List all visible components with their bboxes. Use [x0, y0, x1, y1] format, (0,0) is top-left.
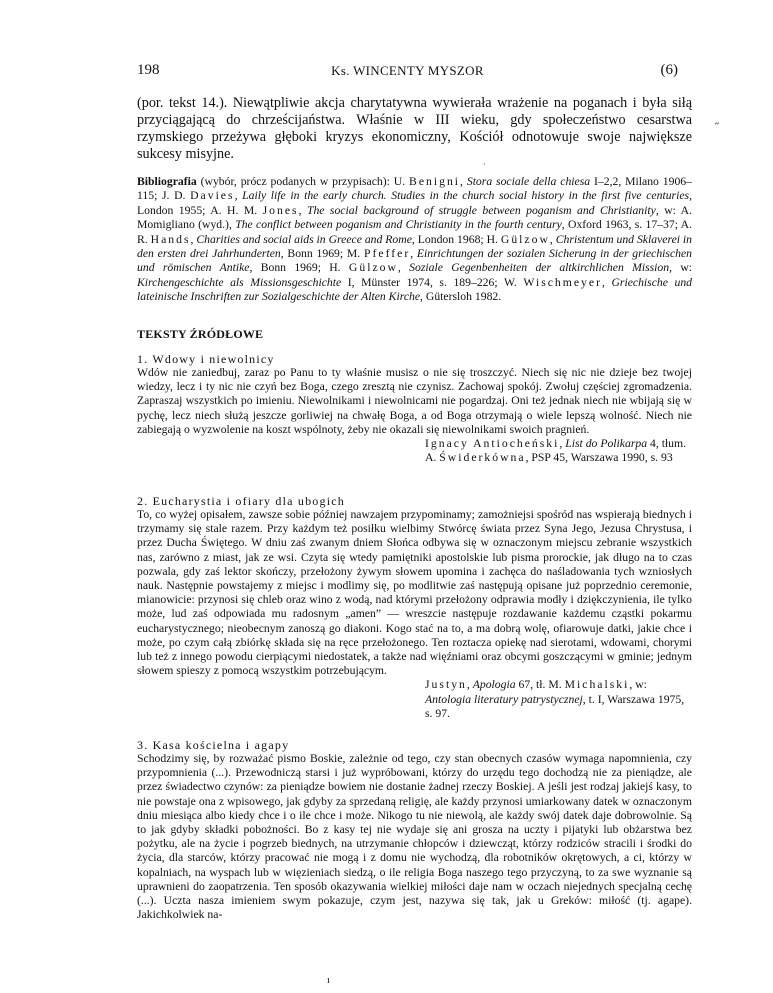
source-1-title: 1. Wdowy i niewolnicy: [137, 352, 275, 366]
text-run: I, Münster 1974, s. 189–226; W.: [341, 275, 524, 289]
italic-title: Charities and social aids in Greece and Rome: [196, 232, 412, 246]
text-run: , PSP 45, Warszawa 1990, s. 93: [525, 451, 673, 465]
source-2-title: 2. Eucharystia i ofiary dla ubogich: [137, 494, 345, 508]
source-2-text: To, co wyżej opisałem, zawsze sobie później nawzajem przypominamy; zamożniejsi spośród nas wspierają biednych i trzymamy się stale razem. Przy każdym też posiłku wielbimy Stwórcę świata przez Syna Jego, Jezusa Chrystusa, i przez Ducha Świętego. W dniu zaś zwanym dniem Słońca odbywa się w oznaczonym miejscu zebranie wszystkich nas, zarówno z miast, jak ze wsi. Czyta się wtedy pamiętniki apostolskie lub pisma prorockie, jak długo na to czas pozwala, gdy zaś lektor skończy, przełożony żywym słowem upomina i zachęca do naśladowania tych wzniosłych nauk. Następnie powstajemy z miejsc i modlimy się, po modlitwie zaś następują opisane już poprzednio ceremonie, mianowicie: przynosi się chleb oraz wino z wodą, nad którymi przełożony odprawia modły i dziękczynienia, ile tylko może, lud zaś odpowiada mu radosnym „amen” — wreszcie następuje rozdawanie każdemu cząstki pokarmu eucharystycznego; nieobecnym zanoszą go diakoni. Kogo stać na to, a ma dobrą wolę, ofiarowuje datki, jakie chce i może, po czym całą zbiórkę składa się na ręce przełożonego. Ten roztacza opiekę nad sierotami, wdowami, chorymi lub też z innego powodu cierpiącymi niedostatek, a także nad więźniami oraz obcymi goszczącymi w gminie; jednym słowem spieszy z pomocą wszystkim potrzebującym.: [137, 508, 692, 678]
text-run: ,: [601, 275, 612, 289]
separator-dot: ·: [483, 160, 486, 169]
author-name: Hands: [150, 232, 191, 246]
bibliography-lead: (wybór, prócz podanych w przypisach): U.: [196, 175, 410, 188]
source-3: [137, 738, 692, 922]
text-run: ,: [298, 203, 307, 217]
italic-title: Kirchengeschichte als Missionsgeschichte: [137, 275, 342, 289]
italic-title: Antologia literatury patrystycznej: [425, 692, 583, 706]
text-run: , Bonn 1969; M.: [280, 247, 364, 261]
text-run: , w: A. Momigliano (wyd.),: [137, 203, 693, 232]
source-1-text: Wdów nie zaniedbuj, zaraz po Panu to ty właśnie musisz o nie się troszczyć. Niech się nic nie dzieje bez twojej wiedzy, lecz i ty nic nie czyń bez Boga, czego zresztą nie czynisz. Zachowaj spokój. Zwołuj częściej zgromadzenia. Zapraszaj wszystkich po imieniu. Niewolnikami i niewolnicami nie pogardzaj. Oni też jednak niech nie wbijają się w pychę, lecz niech służą jeszcze gorliwiej na chwałę Boga, a od Boga otrzymają o wiele lepszą wolność. Niech nie zabiegają o wyzwolenie na koszt wspólnoty, żeby nie okazali się niewolnikami swoich pragnień.: [137, 366, 692, 436]
text-run: , Bonn 1969; H.: [249, 261, 349, 275]
source-3-text: Schodzimy się, by rozważać pismo Boskie, zależnie od tego, czy stan obecnych czasów wymaga napomnienia, czy przypomnienia (...). Przewodniczą starsi i już wypróbowani, którzy do urzędu tego dochodzą nie za pieniądze, ale przez świadectwo czynów: za pieniądze bowiem nie dostanie żadnej rzeczy Boskiej. A jeśli jest rodzaj jakiejś kasy, to nie powstaje ona z wpisowego, jak gdyby za sprzedaną religię, ale każdy przynosi umiarkowany datek w oznaczonym dniu miesiąca albo kiedy chce i o ile chce i może. Nikogo tu nie niewolą, ale każdy swój datek daje dobrowolnie. Są to jak gdyby składki pobożności. Bo z kasy tej nie wydaje się ani grosza na uczty i pijatyki lub obżarstwa bez pożytku, ale na życie i pogrzeb biednych, na utrzymanie chłopców i dziewcząt, którzy rodziców stracili i środki do życia, dla starców, którzy pracować nie mogą i z domu nie wychodzą, dla robotników okrętowych, a ci, którzy w kopalniach, na wyspach lub w więzieniach siedzą, o ile religia Boga naszego tego przyczyną, to za swe wyznanie są uprawnieni do zaopatrzenia. Ten sposób okazywania wielkiej miłości daje nam w oczach niejednych specjalną cechę (...). Uczta nasza imieniem swym pokazuje, czym jest, nazywa się tak, jak u Greków: miłość (tj. agape). Jakichkolwiek na-: [137, 752, 692, 922]
text-run: , London 1968; H.: [411, 232, 501, 246]
author-name: Michalski: [564, 678, 630, 692]
text-run: ,: [190, 232, 197, 246]
author-name: Jones: [262, 203, 299, 217]
text-run: , London 1955; A. H. M.: [137, 189, 692, 217]
italic-title: Laily life in the early church. Studies in the church social history in the first five centuries: [242, 189, 690, 203]
text-run: ,: [410, 247, 417, 261]
author-name: Gülzow: [500, 232, 550, 246]
italic-title: List do Polikarpa: [565, 437, 648, 451]
bibliography-label: Bibliografia: [137, 175, 197, 188]
text-run: , t. I, Warszawa 1975, s. 97.: [425, 692, 685, 720]
source-1-citation: [425, 437, 692, 465]
section-number: (6): [660, 62, 678, 78]
text-run: , Oxford 1963, s. 17–37; A. R.: [137, 218, 692, 246]
text-run: ,: [397, 261, 410, 275]
author-name: Justyn: [425, 678, 467, 692]
italic-title: The conflict between poganism and Christianity in the fourth century: [235, 218, 562, 232]
author-name: Świderkówna: [439, 451, 526, 465]
text-run: ,: [549, 232, 556, 246]
bibliography-body: [137, 175, 692, 303]
author-name: Benigni: [409, 175, 461, 188]
margin-mark: ˝: [715, 120, 719, 134]
author-name: Gülzow: [348, 261, 398, 275]
author-name: Wischmeyer: [523, 275, 602, 289]
text-run: , w:: [669, 261, 693, 275]
sources-heading: TEKSTY ŹRÓDŁOWE: [137, 327, 264, 341]
running-title: Ks. WINCENTY MYSZOR: [331, 63, 484, 78]
running-header: [137, 62, 678, 82]
author-name: Davies: [190, 189, 235, 203]
italic-title: Soziale Gegenbenheiten der altkirchlichen Mission: [409, 261, 670, 275]
source-2: [137, 494, 692, 721]
text-run: I–2,2, Milano 1906–115; J. D.: [137, 175, 692, 203]
italic-title: Stora sociale della chiesa: [466, 175, 591, 188]
italic-title: Apologia: [472, 678, 516, 692]
text-run: , w:: [629, 678, 647, 692]
source-3-title: 3. Kasa kościelna i agapy: [137, 738, 290, 752]
text-run: 4, tłum. A.: [425, 437, 687, 465]
text-run: ,: [234, 189, 243, 203]
italic-title: The social background of struggle between poganism and Christianity: [306, 203, 656, 217]
author-name: Ignacy Antiocheński: [425, 437, 560, 451]
intro-paragraph: (por. tekst 14.). Niewątpliwie akcja charytatywna wywierała wrażenie na poganach i była siłą przyciągającą do chrześcijaństwa. Właśnie w III wieku, gdy społeczeństwo cesarstwa rzymskiego przeżywa głęboki kryzys ekonomiczny, Kościół odnotowuje swoje największe sukcesy misyjne.: [137, 95, 692, 162]
text-run: ,: [460, 175, 467, 188]
source-1: [137, 352, 692, 465]
italic-title: Einrichtungen der sozialen Sicherung in der griechischen und römischen Antike: [137, 247, 693, 275]
bibliography: [137, 175, 692, 305]
text-run: 67, tł. M.: [515, 678, 565, 692]
text-run: , Gütersloh 1982.: [420, 290, 502, 304]
source-2-citation: [425, 678, 692, 721]
page-number: 198: [137, 62, 160, 78]
text-run: ,: [559, 437, 566, 451]
italic-title: Christentum und Sklaverei in den ersten drei Jahrhunderten: [137, 232, 693, 261]
text-run: ,: [466, 678, 473, 692]
footer-mark: ı: [327, 975, 330, 986]
author-name: Pfeffer: [363, 247, 411, 261]
italic-title: Griechische und lateinische Inschriften zur Sozialgeschichte der Alten Kirche: [137, 275, 693, 304]
